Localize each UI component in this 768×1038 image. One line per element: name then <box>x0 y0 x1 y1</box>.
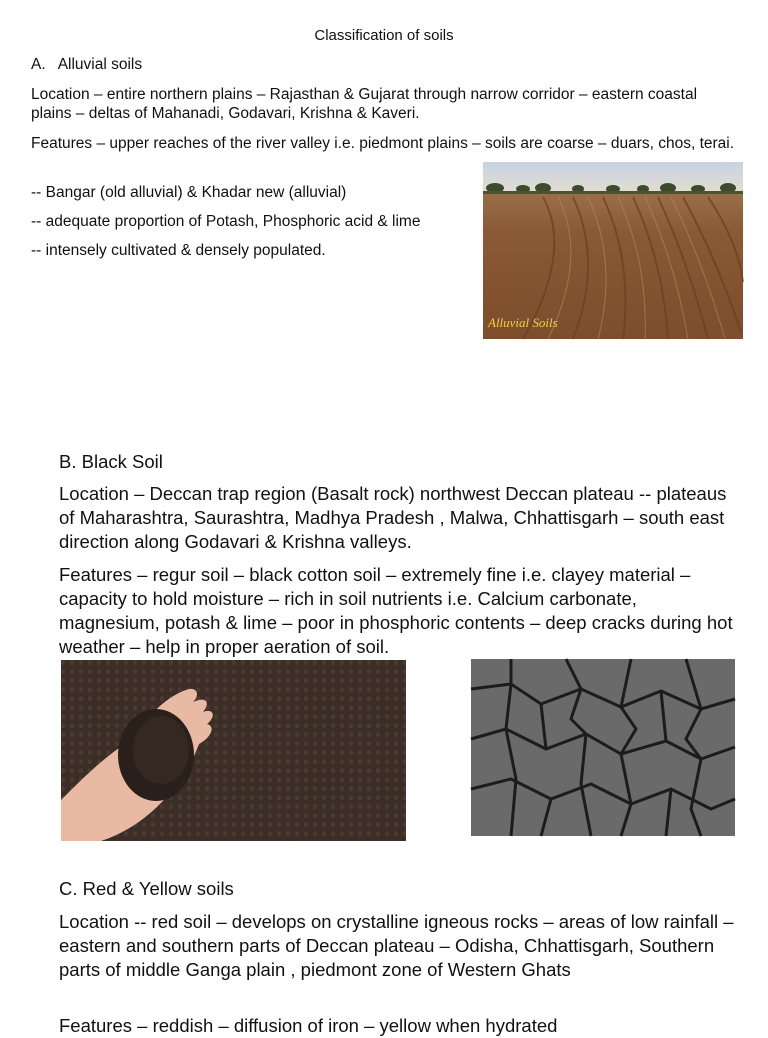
crack-pattern <box>471 659 735 836</box>
section-a-bullet: -- adequate proportion of Potash, Phosphoric acid & lime <box>31 213 421 230</box>
cracked-soil-photo <box>471 659 735 836</box>
hand-holding-soil <box>61 660 406 841</box>
section-c-features: Features – reddish – diffusion of iron – yellow when hydrated <box>59 1015 558 1036</box>
section-b-heading: B. Black Soil <box>59 451 163 472</box>
section-c-heading: C. Red & Yellow soils <box>59 878 234 899</box>
section-a-bullet: -- intensely cultivated & densely populated. <box>31 242 326 259</box>
furrow-lines <box>483 162 743 339</box>
section-b-location: Location – Deccan trap region (Basalt rock) northwest Deccan plateau -- plateaus of Maharashtra, Saurashtra, Madhya Pradesh , Malwa, Chhattisgarh – south east direction along Godavari & Krishna valleys. <box>59 483 727 552</box>
image-caption: Alluvial Soils <box>488 315 558 330</box>
section-a-features: Features – upper reaches of the river valley i.e. piedmont plains – soils are coarse – duars, chos, terai. <box>31 135 735 152</box>
section-b-features: Features – regur soil – black cotton soil – extremely fine i.e. clayey material – capacity to hold moisture – rich in soil nutrients i.e. Calcium carbonate, magnesium, potash & lime – poor in phosphoric contents – deep cracks during hot weather – help in proper aeration of soil. <box>59 564 733 657</box>
section-c-location: Location -- red soil – develops on crystalline igneous rocks – areas of low rainfall – eastern and southern parts of Deccan plateau – Odisha, Chhattisgarh, Southern parts of middle Ganga plain , piedmont zone of Western Ghats <box>59 911 734 980</box>
section-a-heading: A. Alluvial soils <box>31 56 143 73</box>
section-a-location: Location – entire northern plains – Rajasthan & Gujarat through narrow corridor – eastern coastal plains – deltas of Mahanadi, Godavari, Krishna & Kaveri. <box>31 86 698 122</box>
black-soil-hand-photo <box>61 660 406 841</box>
page-title: Classification of soils <box>314 27 454 44</box>
section-a-bullet: -- Bangar (old alluvial) & Khadar new (alluvial) <box>31 184 347 201</box>
alluvial-soil-photo <box>483 162 743 339</box>
